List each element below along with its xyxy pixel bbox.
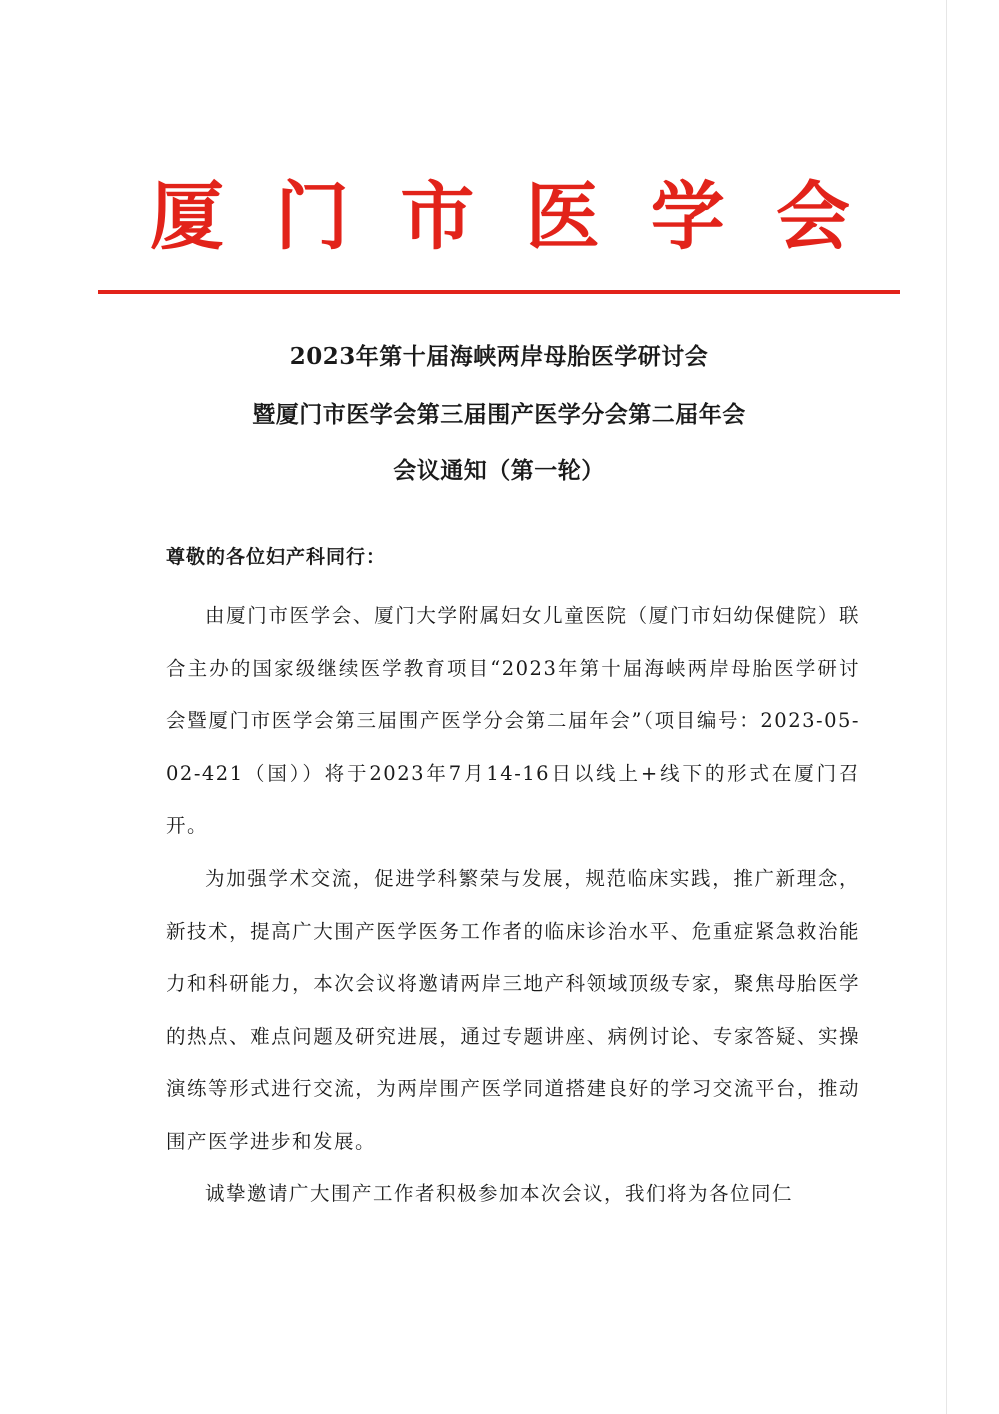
body-paragraph-3: 诚挚邀请广大围产工作者积极参加本次会议，我们将为各位同仁	[205, 1182, 794, 1205]
document-title-line-1: 2023年第十届海峡两岸母胎医学研讨会	[289, 343, 709, 370]
document-title-line-3: 会议通知（第一轮）	[393, 457, 605, 484]
letterhead-char: 门	[275, 174, 350, 260]
body-paragraph-1: 由厦门市医学会、厦门大学附属妇女儿童医院（厦门市妇幼保健院）联合主办的国家级继续医学教育项目“2023年第十届海峡两岸母胎医学研讨会暨厦门市医学会第三届围产医学分会第二届年会”（项目编号：2023-05-02-421（国））将于2023年7月14-16日以线上+线下的形式在厦门召开。	[166, 604, 860, 837]
letterhead-char: 学	[650, 174, 725, 260]
letterhead-org-name	[150, 172, 850, 262]
body-paragraph-2: 为加强学术交流，促进学科繁荣与发展，规范临床实践，推广新理念，新技术，提高广大围产医学医务工作者的临床诊治水平、危重症紧急救治能力和科研能力，本次会议将邀请两岸三地产科领域顶级专家，聚焦母胎医学的热点、难点问题及研究进展，通过专题讲座、病例讨论、专家答疑、实操演练等形式进行交流，为两岸围产医学同道搭建良好的学习交流平台，推动围产医学进步和发展。	[166, 867, 860, 1153]
letterhead-char: 医	[525, 174, 600, 260]
letterhead-char: 市	[400, 174, 475, 260]
scan-edge-line	[946, 0, 947, 1414]
letterhead-divider	[98, 290, 900, 294]
letterhead-char: 厦	[150, 174, 224, 260]
letterhead-char: 会	[775, 174, 850, 260]
salutation: 尊敬的各位妇产科同行：	[166, 546, 387, 568]
document-title-line-2: 暨厦门市医学会第三届围产医学分会第二届年会	[252, 401, 746, 428]
